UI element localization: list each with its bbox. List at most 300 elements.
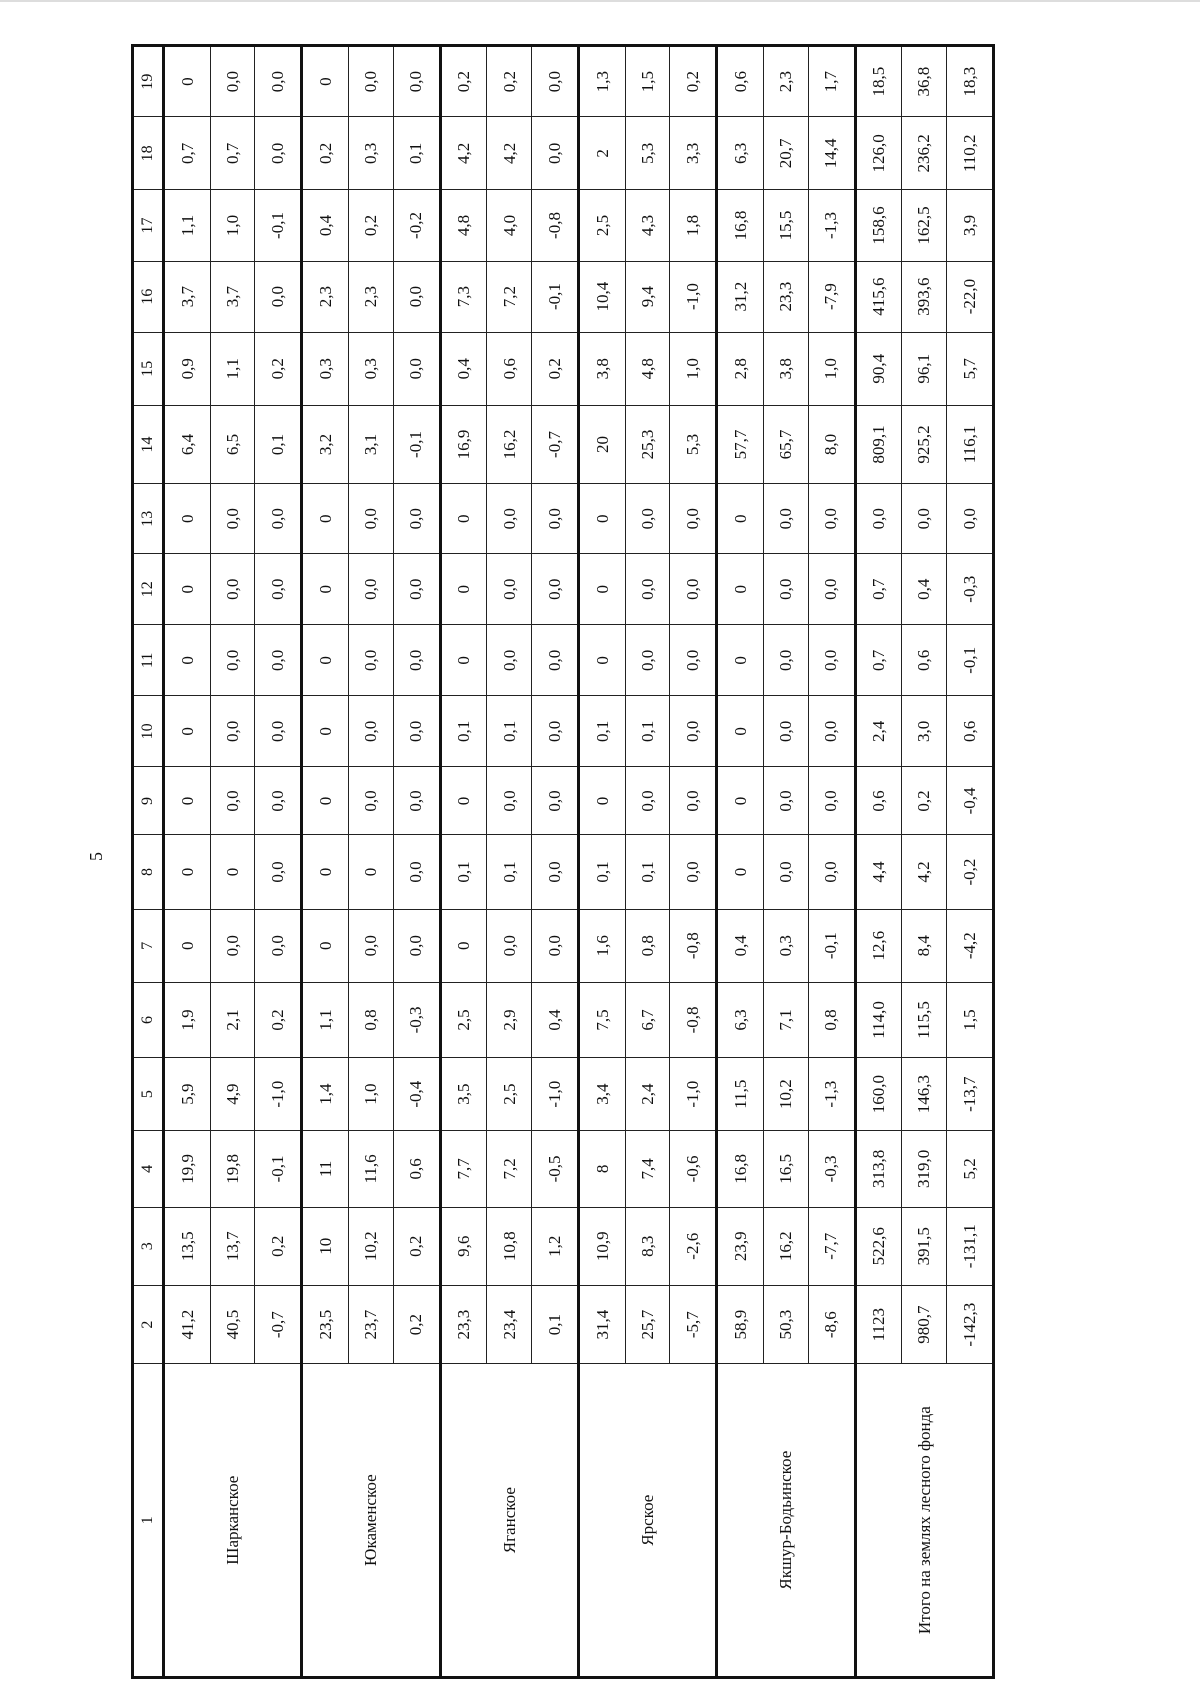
table-cell: 0,0 <box>255 554 302 625</box>
table-cell: 0 <box>440 767 487 835</box>
column-number-header: 12 <box>133 554 164 625</box>
table-cell: 3,9 <box>947 190 994 261</box>
table-cell: 0,0 <box>349 767 394 835</box>
table-cell: 0 <box>717 554 764 625</box>
table-cell: 2,5 <box>487 1058 532 1131</box>
table-cell: 3,4 <box>578 1058 625 1131</box>
column-number-header: 14 <box>133 405 164 483</box>
table-cell: 7,4 <box>625 1131 670 1207</box>
table-cell: 2,1 <box>210 982 255 1057</box>
table-cell: 11 <box>302 1131 349 1207</box>
table-cell: 0,0 <box>255 835 302 909</box>
table-cell: 0 <box>164 909 211 982</box>
table-cell: -5,7 <box>670 1285 717 1363</box>
table-cell: -0,5 <box>532 1131 579 1207</box>
table-cell: 0 <box>302 484 349 554</box>
page-number: 5 <box>86 852 106 861</box>
table-cell: -0,1 <box>532 261 579 332</box>
table-cell: 393,6 <box>902 261 947 332</box>
table-cell: 4,3 <box>625 190 670 261</box>
table-cell: 0,0 <box>947 484 994 554</box>
table-cell: 0,0 <box>670 767 717 835</box>
table-cell: -0,8 <box>670 982 717 1057</box>
table-cell: 0 <box>302 554 349 625</box>
table-cell: 0,2 <box>255 1207 302 1285</box>
table-cell: 809,1 <box>855 405 902 483</box>
table-cell: 0,0 <box>764 767 809 835</box>
table-cell: 0 <box>164 767 211 835</box>
table-cell: 10,2 <box>764 1058 809 1131</box>
table-cell: 2,4 <box>855 696 902 767</box>
table-cell: 0 <box>302 46 349 117</box>
table-cell: 58,9 <box>717 1285 764 1363</box>
table-cell: 415,6 <box>855 261 902 332</box>
table-cell: 0 <box>578 554 625 625</box>
table-cell: 2,9 <box>487 982 532 1057</box>
table-cell: 2,5 <box>440 982 487 1057</box>
table-cell: 0,0 <box>349 554 394 625</box>
table-cell: 0 <box>164 484 211 554</box>
table-cell: 0,0 <box>764 835 809 909</box>
table-cell: 4,8 <box>625 332 670 405</box>
table-cell: 0,3 <box>302 332 349 405</box>
table-cell: 0,0 <box>349 46 394 117</box>
table-cell: 6,4 <box>164 405 211 483</box>
table-cell: 0,0 <box>487 554 532 625</box>
table-cell: 16,9 <box>440 405 487 483</box>
table-cell: 0,0 <box>532 484 579 554</box>
column-number-header: 9 <box>133 767 164 835</box>
column-number-header: 1 <box>133 1364 164 1678</box>
table-cell: 10,4 <box>578 261 625 332</box>
table-cell: -0,3 <box>808 1131 855 1207</box>
table-cell: 0,4 <box>440 332 487 405</box>
table-cell: 1,1 <box>302 982 349 1057</box>
table-cell: 0 <box>302 909 349 982</box>
table-cell: 0,0 <box>393 554 440 625</box>
rotated-table-container <box>131 44 995 1679</box>
table-cell: 0,0 <box>487 909 532 982</box>
table-cell: 0,3 <box>349 117 394 190</box>
table-cell: 1123 <box>855 1285 902 1363</box>
table-cell: -0,1 <box>255 190 302 261</box>
table-cell: 0,2 <box>255 332 302 405</box>
table-cell: -1,0 <box>670 1058 717 1131</box>
table-cell: 0,0 <box>210 696 255 767</box>
table-cell: 0 <box>717 484 764 554</box>
table-cell: 0 <box>717 625 764 696</box>
table-cell: -0,7 <box>532 405 579 483</box>
table-cell: 0,0 <box>255 484 302 554</box>
table-cell: -8,6 <box>808 1285 855 1363</box>
table-cell: 236,2 <box>902 117 947 190</box>
table-cell: 0,0 <box>393 332 440 405</box>
table-cell: 4,2 <box>440 117 487 190</box>
table-cell: 0,6 <box>947 696 994 767</box>
table-cell: 0,0 <box>764 554 809 625</box>
table-cell: 0,1 <box>393 117 440 190</box>
table-cell: 0,0 <box>670 696 717 767</box>
table-cell: -1,0 <box>670 261 717 332</box>
table-cell: 1,0 <box>670 332 717 405</box>
table-cell: 0,1 <box>440 696 487 767</box>
table-cell: 0,0 <box>670 835 717 909</box>
table-cell: 8,4 <box>902 909 947 982</box>
table-cell: 313,8 <box>855 1131 902 1207</box>
table-cell: 0 <box>164 46 211 117</box>
table-cell: -0,1 <box>255 1131 302 1207</box>
column-number-header: 15 <box>133 332 164 405</box>
table-cell: 0,6 <box>487 332 532 405</box>
table-cell: 0,2 <box>255 982 302 1057</box>
table-cell: 0,0 <box>532 117 579 190</box>
table-cell: 0,4 <box>717 909 764 982</box>
table-cell: 0,4 <box>902 554 947 625</box>
table-cell: 0 <box>440 909 487 982</box>
table-cell: 0,7 <box>164 117 211 190</box>
table-cell: 8,3 <box>625 1207 670 1285</box>
table-cell: 2,8 <box>717 332 764 405</box>
table-cell: 0,0 <box>349 909 394 982</box>
table-cell: 0,1 <box>578 835 625 909</box>
table-cell: 0 <box>302 625 349 696</box>
table-cell: 0,0 <box>902 484 947 554</box>
table-cell: -0,3 <box>393 982 440 1057</box>
region-name-cell: Итого на землях лесного фонда <box>855 1364 993 1678</box>
table-row <box>164 46 211 1678</box>
table-cell: 115,5 <box>902 982 947 1057</box>
table-cell: 0,0 <box>808 835 855 909</box>
table-cell: 23,7 <box>349 1285 394 1363</box>
table-cell: 11,5 <box>717 1058 764 1131</box>
table-cell: -0,1 <box>808 909 855 982</box>
table-cell: -0,8 <box>532 190 579 261</box>
table-cell: 0,2 <box>393 1207 440 1285</box>
table-cell: 0,0 <box>210 625 255 696</box>
table-cell: 0,0 <box>808 484 855 554</box>
table-cell: 3,0 <box>902 696 947 767</box>
table-cell: -7,7 <box>808 1207 855 1285</box>
table-cell: -22,0 <box>947 261 994 332</box>
column-number-header: 16 <box>133 261 164 332</box>
table-cell: -1,3 <box>808 190 855 261</box>
table-cell: 36,8 <box>902 46 947 117</box>
table-cell: -0,2 <box>947 835 994 909</box>
table-cell: 146,3 <box>902 1058 947 1131</box>
region-name-cell: Ярское <box>578 1364 716 1678</box>
table-cell: 10,2 <box>349 1207 394 1285</box>
column-number-header: 17 <box>133 190 164 261</box>
table-cell: 3,5 <box>440 1058 487 1131</box>
table-cell: 1,2 <box>532 1207 579 1285</box>
table-cell: 1,1 <box>164 190 211 261</box>
table-cell: -131,1 <box>947 1207 994 1285</box>
table-cell: 0 <box>210 835 255 909</box>
table-cell: 31,2 <box>717 261 764 332</box>
table-cell: 18,5 <box>855 46 902 117</box>
table-cell: 0,0 <box>255 696 302 767</box>
table-cell: 4,2 <box>902 835 947 909</box>
table-cell: 5,7 <box>947 332 994 405</box>
table-cell: -1,0 <box>255 1058 302 1131</box>
table-cell: 10,8 <box>487 1207 532 1285</box>
table-cell: 1,1 <box>210 332 255 405</box>
table-cell: 2,3 <box>764 46 809 117</box>
table-cell: 0,1 <box>625 696 670 767</box>
table-cell: 0 <box>164 696 211 767</box>
table-cell: -0,6 <box>670 1131 717 1207</box>
table-cell: -2,6 <box>670 1207 717 1285</box>
table-cell: 23,9 <box>717 1207 764 1285</box>
table-cell: 0,0 <box>487 484 532 554</box>
table-cell: 0 <box>164 625 211 696</box>
table-cell: 3,2 <box>302 405 349 483</box>
table-cell: -1,0 <box>532 1058 579 1131</box>
column-number-header: 10 <box>133 696 164 767</box>
table-cell: 0,1 <box>487 696 532 767</box>
table-cell: 925,2 <box>902 405 947 483</box>
table-cell: 0,2 <box>349 190 394 261</box>
table-cell: 1,8 <box>670 190 717 261</box>
table-cell: 0,2 <box>440 46 487 117</box>
table-cell: 0,0 <box>255 117 302 190</box>
table-cell: 0,3 <box>349 332 394 405</box>
region-name-cell: Якшур-Бодьинское <box>717 1364 855 1678</box>
region-name-cell: Шарканское <box>164 1364 302 1678</box>
table-cell: 0,0 <box>349 696 394 767</box>
table-cell: -0,4 <box>393 1058 440 1131</box>
table-cell: 0,0 <box>393 696 440 767</box>
table-cell: 23,3 <box>764 261 809 332</box>
table-cell: 0,0 <box>349 625 394 696</box>
table-cell: -0,4 <box>947 767 994 835</box>
table-cell: 7,2 <box>487 1131 532 1207</box>
table-cell: 10 <box>302 1207 349 1285</box>
table-cell: 2 <box>578 117 625 190</box>
table-cell: 0,0 <box>532 696 579 767</box>
table-cell: 2,5 <box>578 190 625 261</box>
table-cell: 7,5 <box>578 982 625 1057</box>
table-cell: 16,8 <box>717 1131 764 1207</box>
table-cell: 20,7 <box>764 117 809 190</box>
table-cell: 1,9 <box>164 982 211 1057</box>
table-cell: 19,9 <box>164 1131 211 1207</box>
column-number-header: 8 <box>133 835 164 909</box>
table-cell: 11,6 <box>349 1131 394 1207</box>
table-cell: 0,0 <box>210 46 255 117</box>
table-cell: 0,0 <box>255 261 302 332</box>
table-cell: -0,3 <box>947 554 994 625</box>
table-cell: 110,2 <box>947 117 994 190</box>
table-cell: 0,2 <box>670 46 717 117</box>
table-cell: 0,0 <box>255 909 302 982</box>
table-cell: 0,0 <box>670 554 717 625</box>
table-cell: 0 <box>578 767 625 835</box>
table-row <box>717 46 764 1678</box>
column-number-header: 4 <box>133 1131 164 1207</box>
table-row <box>855 46 902 1678</box>
table-cell: 0,0 <box>532 835 579 909</box>
table-cell: 0,6 <box>902 625 947 696</box>
table-cell: 50,3 <box>764 1285 809 1363</box>
table-cell: 0,0 <box>487 625 532 696</box>
table-cell: 0,0 <box>764 696 809 767</box>
table-cell: 0,0 <box>487 767 532 835</box>
table-cell: 6,3 <box>717 117 764 190</box>
table-cell: -0,8 <box>670 909 717 982</box>
table-cell: 16,8 <box>717 190 764 261</box>
table-cell: 8,0 <box>808 405 855 483</box>
table-cell: 0 <box>440 484 487 554</box>
table-cell: 31,4 <box>578 1285 625 1363</box>
table-cell: 0,6 <box>717 46 764 117</box>
table-cell: 41,2 <box>164 1285 211 1363</box>
table-cell: 9,4 <box>625 261 670 332</box>
table-cell: 114,0 <box>855 982 902 1057</box>
table-cell: 25,7 <box>625 1285 670 1363</box>
table-cell: -4,2 <box>947 909 994 982</box>
table-cell: 0,0 <box>532 909 579 982</box>
table-cell: 0,0 <box>625 767 670 835</box>
table-cell: 0,0 <box>764 625 809 696</box>
table-cell: -0,7 <box>255 1285 302 1363</box>
table-cell: -0,2 <box>393 190 440 261</box>
table-cell: 4,4 <box>855 835 902 909</box>
table-cell: 0,0 <box>625 554 670 625</box>
table-cell: 16,5 <box>764 1131 809 1207</box>
table-cell: 0,6 <box>855 767 902 835</box>
table-cell: 5,3 <box>625 117 670 190</box>
table-cell: 16,2 <box>487 405 532 483</box>
table-cell: 0,8 <box>625 909 670 982</box>
table-cell: 0,0 <box>625 625 670 696</box>
table-cell: 0,0 <box>532 625 579 696</box>
table-cell: 3,1 <box>349 405 394 483</box>
table-cell: 0,0 <box>393 909 440 982</box>
column-number-header: 5 <box>133 1058 164 1131</box>
forest-fund-table <box>131 44 995 1679</box>
table-cell: 126,0 <box>855 117 902 190</box>
table-cell: 0,0 <box>808 767 855 835</box>
table-cell: 0,0 <box>393 767 440 835</box>
table-cell: 0,0 <box>393 835 440 909</box>
table-cell: 13,5 <box>164 1207 211 1285</box>
column-number-header: 6 <box>133 982 164 1057</box>
table-cell: 1,7 <box>808 46 855 117</box>
table-cell: 7,3 <box>440 261 487 332</box>
table-cell: -142,3 <box>947 1285 994 1363</box>
table-cell: 0,8 <box>349 982 394 1057</box>
table-cell: 3,3 <box>670 117 717 190</box>
table-cell: 65,7 <box>764 405 809 483</box>
table-cell: 0 <box>164 554 211 625</box>
table-cell: 0,2 <box>487 46 532 117</box>
table-cell: 23,5 <box>302 1285 349 1363</box>
table-cell: 5,2 <box>947 1131 994 1207</box>
table-cell: 2,3 <box>302 261 349 332</box>
table-cell: 0,0 <box>808 696 855 767</box>
table-cell: 18,3 <box>947 46 994 117</box>
table-cell: 3,7 <box>210 261 255 332</box>
table-cell: 319,0 <box>902 1131 947 1207</box>
table-cell: 90,4 <box>855 332 902 405</box>
table-cell: 57,7 <box>717 405 764 483</box>
table-cell: 3,8 <box>764 332 809 405</box>
table-cell: 0,1 <box>440 835 487 909</box>
table-cell: 1,0 <box>210 190 255 261</box>
column-number-header: 7 <box>133 909 164 982</box>
table-cell: 1,0 <box>808 332 855 405</box>
table-cell: 0,0 <box>625 484 670 554</box>
table-cell: 0,0 <box>808 554 855 625</box>
table-cell: 0,0 <box>210 767 255 835</box>
table-cell: 160,0 <box>855 1058 902 1131</box>
table-cell: 40,5 <box>210 1285 255 1363</box>
column-number-header: 18 <box>133 117 164 190</box>
table-cell: 0,6 <box>393 1131 440 1207</box>
table-cell: 0,1 <box>255 405 302 483</box>
table-row <box>440 46 487 1678</box>
table-row <box>578 46 625 1678</box>
table-cell: 0,7 <box>210 117 255 190</box>
table-cell: 0,1 <box>625 835 670 909</box>
table-cell: 16,2 <box>764 1207 809 1285</box>
table-cell: 0,0 <box>670 625 717 696</box>
table-cell: 9,6 <box>440 1207 487 1285</box>
table-cell: 0,0 <box>393 261 440 332</box>
table-cell: 0,1 <box>487 835 532 909</box>
table-cell: 162,5 <box>902 190 947 261</box>
table-cell: 2,4 <box>625 1058 670 1131</box>
table-cell: 20 <box>578 405 625 483</box>
table-cell: 522,6 <box>855 1207 902 1285</box>
table-cell: 0,9 <box>164 332 211 405</box>
table-cell: 0,7 <box>855 625 902 696</box>
table-cell: -0,1 <box>393 405 440 483</box>
table-cell: 6,7 <box>625 982 670 1057</box>
table-cell: 0 <box>440 625 487 696</box>
table-cell: 0 <box>440 554 487 625</box>
table-cell: 0,4 <box>302 190 349 261</box>
table-cell: 0,0 <box>393 484 440 554</box>
table-cell: -0,1 <box>947 625 994 696</box>
table-cell: 0,2 <box>902 767 947 835</box>
table-cell: 0,0 <box>532 767 579 835</box>
table-cell: 0,0 <box>764 484 809 554</box>
table-cell: -7,9 <box>808 261 855 332</box>
table-cell: 0,2 <box>393 1285 440 1363</box>
table-cell: 7,7 <box>440 1131 487 1207</box>
table-cell: 4,9 <box>210 1058 255 1131</box>
table-cell: 0,0 <box>532 46 579 117</box>
table-cell: 0,1 <box>578 696 625 767</box>
table-cell: 0,2 <box>532 332 579 405</box>
table-cell: 23,4 <box>487 1285 532 1363</box>
column-number-header: 11 <box>133 625 164 696</box>
table-row <box>302 46 349 1678</box>
table-cell: 0,2 <box>302 117 349 190</box>
table-cell: 0,0 <box>255 46 302 117</box>
table-cell: 0 <box>717 696 764 767</box>
table-cell: 0,1 <box>532 1285 579 1363</box>
table-cell: 0,0 <box>210 554 255 625</box>
table-cell: 19,8 <box>210 1131 255 1207</box>
table-cell: 25,3 <box>625 405 670 483</box>
table-cell: 14,4 <box>808 117 855 190</box>
table-cell: 96,1 <box>902 332 947 405</box>
table-cell: 0,0 <box>670 484 717 554</box>
table-cell: 1,5 <box>947 982 994 1057</box>
